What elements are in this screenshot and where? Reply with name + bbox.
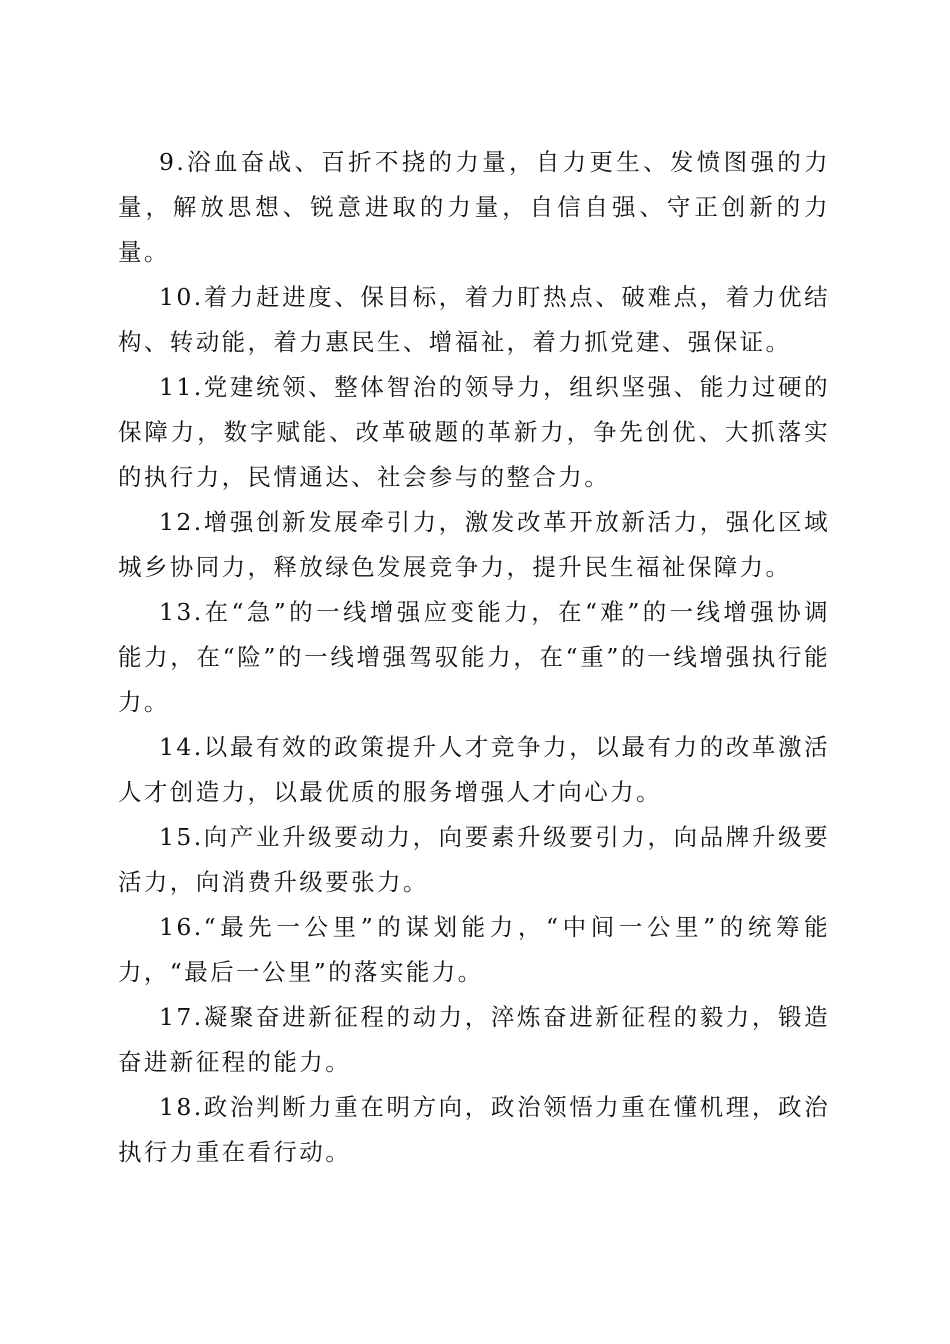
paragraph-item-11: 11.党建统领、整体智治的领导力，组织坚强、能力过硬的保障力，数字赋能、改革破题的革新力，争先创优、大抓落实的执行力，民情通达、社会参与的整合力。 — [118, 373, 830, 491]
paragraph-item-15: 15.向产业升级要动力，向要素升级要引力，向品牌升级要活力，向消费升级要张力。 — [118, 823, 830, 896]
paragraph-item-13: 13.在“急”的一线增强应变能力，在“难”的一线增强协调能力，在“险”的一线增强驾驭能力，在“重”的一线增强执行能力。 — [118, 598, 830, 716]
paragraph-item-12: 12.增强创新发展牵引力，激发改革开放新活力，强化区域城乡协同力，释放绿色发展竞争力，提升民生福祉保障力。 — [118, 508, 830, 581]
document-body — [118, 140, 830, 1175]
paragraph-item-16: 16.“最先一公里”的谋划能力，“中间一公里”的统筹能力，“最后一公里”的落实能力。 — [118, 913, 830, 986]
paragraph-item-10: 10.着力赶进度、保目标，着力盯热点、破难点，着力优结构、转动能，着力惠民生、增福祉，着力抓党建、强保证。 — [118, 283, 830, 356]
paragraph-item-17: 17.凝聚奋进新征程的动力，淬炼奋进新征程的毅力，锻造奋进新征程的能力。 — [118, 1003, 830, 1076]
paragraph-item-14: 14.以最有效的政策提升人才竞争力，以最有力的改革激活人才创造力，以最优质的服务增强人才向心力。 — [118, 733, 830, 806]
paragraph-item-18: 18.政治判断力重在明方向，政治领悟力重在懂机理，政治执行力重在看行动。 — [118, 1093, 830, 1166]
paragraph-item-9: 9.浴血奋战、百折不挠的力量，自力更生、发愤图强的力量，解放思想、锐意进取的力量，自信自强、守正创新的力量。 — [118, 148, 830, 266]
